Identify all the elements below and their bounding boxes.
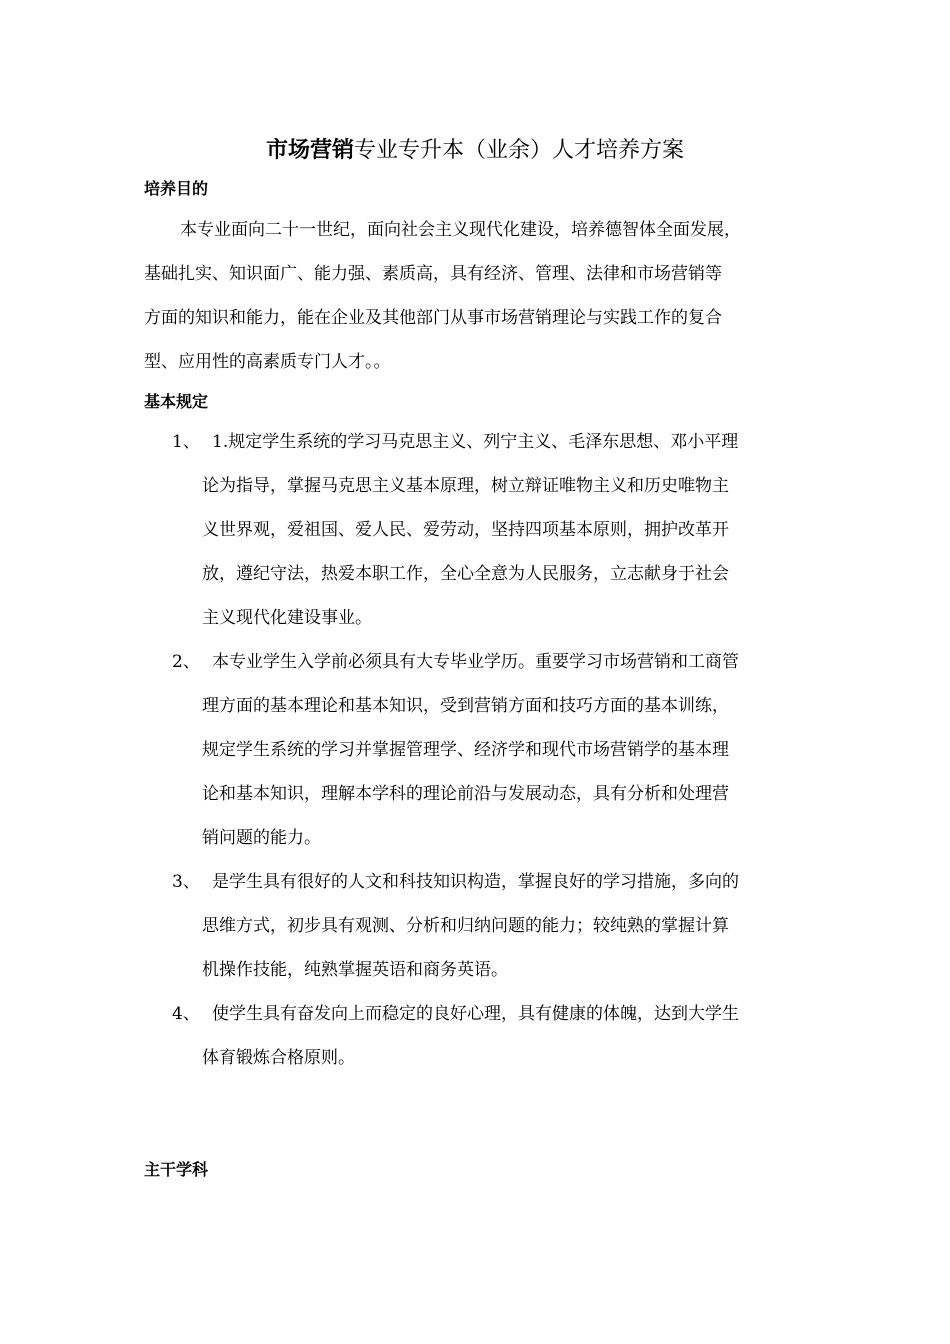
list-item <box>172 640 822 860</box>
heading-main-subject: 主干学科 <box>144 1160 209 1179</box>
list-item-line: 论为指导，掌握马克思主义基本原理，树立辩证唯物主义和历史唯物主 <box>202 476 729 496</box>
list-item-number: 2、 <box>172 652 200 672</box>
title-bold-part: 市场营销 <box>265 138 354 163</box>
paragraph-line: 基础扎实、知识面广、能力强、素质高，具有经济、管理、法律和市场营销等 <box>144 264 722 284</box>
paragraph-line: 本专业面向二十一世纪，面向社会主义现代化建设，培养德智体全面发展， <box>180 220 741 240</box>
title-rest: 专业专升本（业余）人才培养方案 <box>354 138 685 163</box>
list-item-line: 规定学生系统的学习并掌握管理学、经济学和现代市场营销学的基本理 <box>202 740 729 760</box>
list-item-line: 机操作技能，纯熟掌握英语和商务英语。 <box>202 960 508 980</box>
list-item-number: 1、 <box>172 432 200 452</box>
list-item <box>172 420 822 640</box>
list-item-line: 义世界观，爱祖国、爱人民、爱劳动，坚持四项基本原则，拥护改革开 <box>202 520 729 540</box>
paragraph-line: 型、应用性的高素质专门人才。。 <box>144 352 391 372</box>
list-item-line: 思维方式，初步具有观测、分析和归纳问题的能力；较纯熟的掌握计算 <box>202 916 729 936</box>
list-item-number: 3、 <box>172 872 200 892</box>
list-item-line: 使学生具有奋发向上而稳定的良好心理，具有健康的体魄，达到大学生 <box>212 1004 739 1024</box>
paragraph-line: 方面的知识和能力，能在企业及其他部门从事市场营销理论与实践工作的复合 <box>144 308 722 328</box>
heading-purpose: 培养目的 <box>144 179 209 198</box>
list-item <box>172 860 822 992</box>
list-item-line: 是学生具有很好的人文和科技知识构造，掌握良好的学习措施，多向的 <box>212 872 739 892</box>
list-item-line: 本专业学生入学前必须具有大专毕业学历。重要学习市场营销和工商管 <box>212 652 739 672</box>
list-item-line: 1.规定学生系统的学习马克思主义、列宁主义、毛泽东思想、邓小平理 <box>212 432 739 452</box>
heading-rules: 基本规定 <box>144 392 209 411</box>
list-item-number: 4、 <box>172 1004 200 1024</box>
rules-list <box>172 420 822 1080</box>
list-item-line: 主义现代化建设事业。 <box>202 608 372 628</box>
list-item-line: 放，遵纪守法，热爱本职工作，全心全意为人民服务，立志献身于社会 <box>202 564 729 584</box>
list-item-line: 论和基本知识，理解本学科的理论前沿与发展动态，具有分析和处理营 <box>202 784 729 804</box>
purpose-paragraph <box>144 208 824 384</box>
list-item-line: 销问题的能力。 <box>202 828 321 848</box>
list-item <box>172 992 822 1080</box>
list-item-line: 体育锻炼合格原则。 <box>202 1048 355 1068</box>
list-item-line: 理方面的基本理论和基本知识，受到营销方面和技巧方面的基本训练， <box>202 696 729 716</box>
page-title <box>0 136 950 166</box>
